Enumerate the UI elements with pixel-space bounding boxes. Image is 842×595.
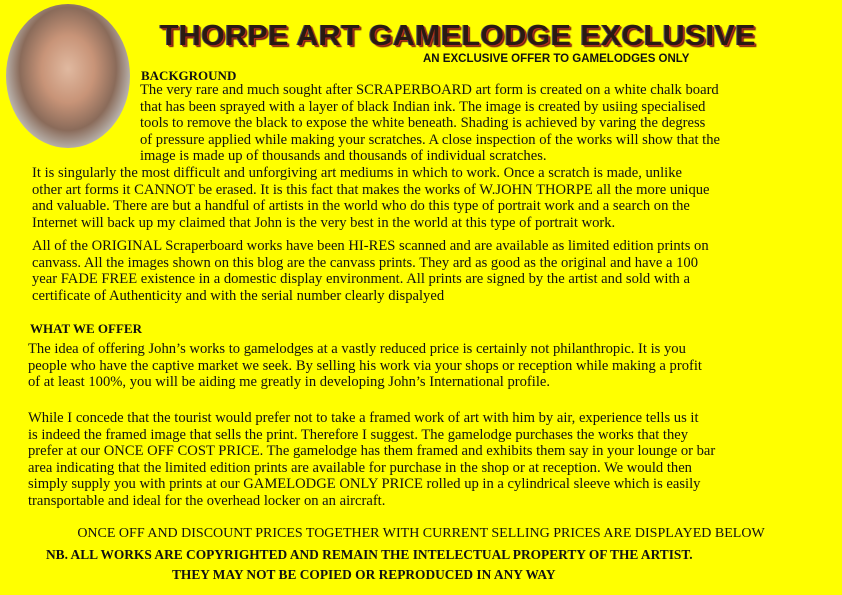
text-line: The very rare and much sought after SCRAPERBOARD art form is created on a white chalk board [140,82,719,98]
page-subtitle: AN EXCLUSIVE OFFER TO GAMELODGES ONLY [423,53,690,65]
text-line: year FADE FREE existence in a domestic display environment. All prints are signed by the artist and sold with a [32,271,690,288]
artist-portrait-photo [6,4,130,148]
copyright-note-2: THEY MAY NOT BE COPIED OR REPRODUCED IN ANY WAY [172,567,556,582]
page-title: THORPE ART GAMELODGE EXCLUSIVE [160,20,756,52]
copyright-note-1: NB. ALL WORKS ARE COPYRIGHTED AND REMAIN THE INTELECTUAL PROPERTY OF THE ARTIST. [46,547,693,562]
text-line: While I concede that the tourist would prefer not to take a framed work of art with him by air, experience tells us it [28,410,699,426]
text-line: Internet will back up my claimed that John is the very best in the world at this type of portrait work. [32,214,616,231]
text-line: The idea of offering John’s works to gamelodges at a vastly reduced price is certainly not philanthropic. It is you [28,341,686,357]
text-line: tools to remove the black to expose the white beneath. Shading is achieved by varing the degress [140,115,706,132]
text-line: All of the ORIGINAL Scraperboard works have been HI-RES scanned and are available as limited edition prints on [32,238,709,254]
text-line: It is singularly the most difficult and unforgiving art mediums in which to work. Once a scratch is made, unlike [32,165,682,181]
text-line: people who have the captive market we seek. By selling his work via your shops or reception while making a profit [28,357,702,374]
text-line: certificate of Authenticity and with the serial number clearly dispalyed [32,287,445,304]
text-line: is indeed the framed image that sells the print. Therefore I suggest. The gamelodge purchases the works that they [28,426,689,443]
text-line: transportable and ideal for the overhead locker on an aircraft. [28,493,386,509]
text-line: and valuable. There are but a handful of artists in the world who do this type of portrait work and a search on the [32,198,690,215]
text-line: simply supply you with prints at our GAMELODGE ONLY PRICE rolled up in a cylindrical sleeve which is easily [28,476,701,493]
text-line: that has been sprayed with a layer of black Indian ink. The image is created by usiing specialised [140,98,706,115]
text-line: prefer at our ONCE OFF COST PRICE. The gamelodge has them framed and exhibits them say in your lounge or bar [28,443,716,460]
prices-note: ONCE OFF AND DISCOUNT PRICES TOGETHER WITH CURRENT SELLING PRICES ARE DISPLAYED BELOW [77,526,765,541]
text-line: area indicating that the limited edition prints are available for purchase in the shop or at reception. We would then [28,459,692,476]
offer-heading: WHAT WE OFFER [30,321,142,336]
background-heading: BACKGROUND [141,68,237,83]
text-line: image is made up of thousands and thousands of individual scratches. [140,148,547,165]
text-line: other art forms it CANNOT be erased. It is this fact that makes the works of W.JOHN THORPE all the more unique [32,181,710,198]
text-line: canvass. All the images shown on this blog are the canvass prints. They ard as good as the original and have a 100 [32,254,699,271]
text-line: of pressure applied while making your scratches. A close inspection of the works will show that the [140,131,720,148]
text-line: of at least 100%, you will be aiding me greatly in developing John’s International profile. [28,374,551,391]
